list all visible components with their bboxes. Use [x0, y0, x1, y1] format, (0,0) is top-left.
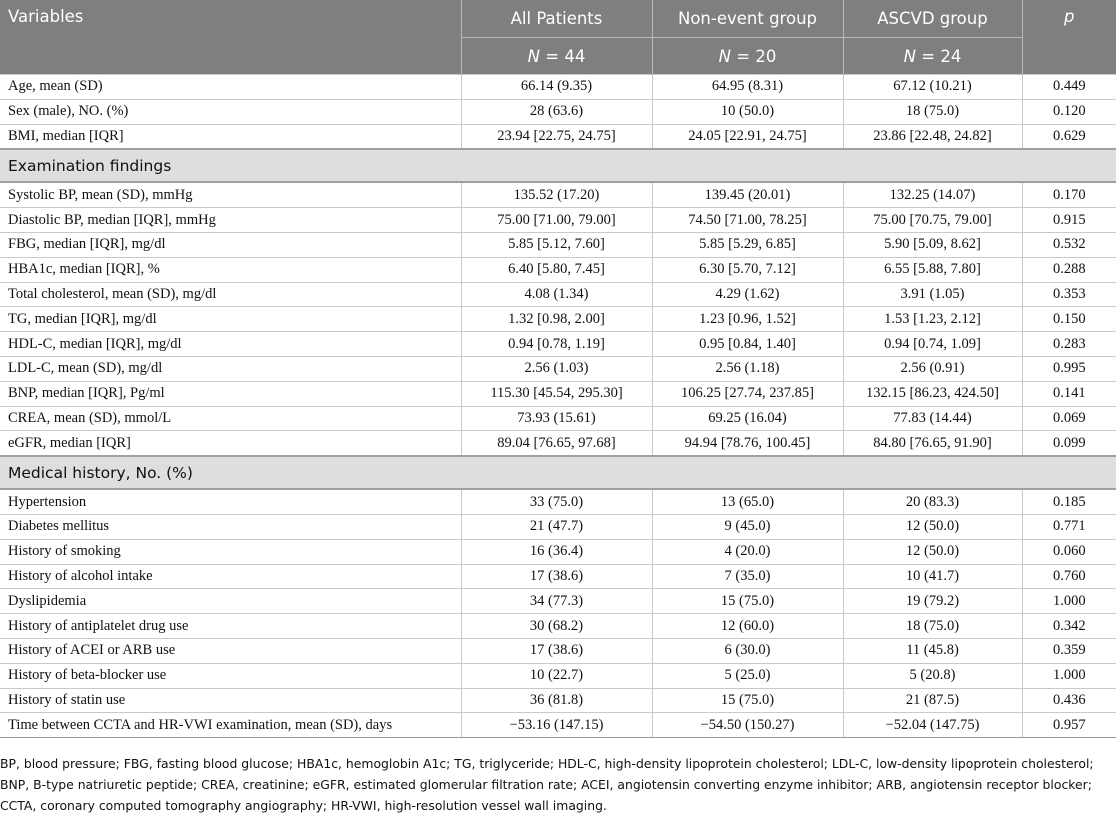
all-patients-value: 10 (22.7) [461, 663, 652, 688]
variable-label: CREA, mean (SD), mmol/L [0, 406, 461, 431]
table-row [0, 539, 1116, 564]
all-patients-value: 0.94 [0.78, 1.19] [461, 332, 652, 357]
n-symbol: N [527, 46, 540, 66]
p-value: 0.150 [1022, 307, 1116, 332]
variable-label: BMI, median [IQR] [0, 124, 461, 149]
p-value: 0.995 [1022, 356, 1116, 381]
ascvd-value: 1.53 [1.23, 2.12] [843, 307, 1022, 332]
table-row [0, 99, 1116, 124]
header-p-value: p [1022, 0, 1116, 75]
variable-label: eGFR, median [IQR] [0, 431, 461, 456]
all-patients-value: 36 (81.8) [461, 688, 652, 713]
ascvd-value: 75.00 [70.75, 79.00] [843, 208, 1022, 233]
table-row [0, 589, 1116, 614]
non-event-value: 6 (30.0) [652, 638, 843, 663]
header-n-ascvd [843, 38, 1022, 75]
p-value: 0.170 [1022, 182, 1116, 207]
ascvd-value: 12 (50.0) [843, 514, 1022, 539]
section-title: Examination findings [0, 149, 1116, 182]
non-event-value: 4 (20.0) [652, 539, 843, 564]
variable-label: Systolic BP, mean (SD), mmHg [0, 182, 461, 207]
table-row [0, 514, 1116, 539]
header-n-all [461, 38, 652, 75]
ascvd-value: 77.83 (14.44) [843, 406, 1022, 431]
ascvd-value: 84.80 [76.65, 91.90] [843, 431, 1022, 456]
non-event-value: 15 (75.0) [652, 688, 843, 713]
variable-label: Hypertension [0, 489, 461, 514]
n-value: = 20 [736, 46, 777, 66]
variable-label: History of antiplatelet drug use [0, 614, 461, 639]
variable-label: Dyslipidemia [0, 589, 461, 614]
all-patients-value: 66.14 (9.35) [461, 75, 652, 100]
all-patients-value: 135.52 (17.20) [461, 182, 652, 207]
ascvd-value: 5 (20.8) [843, 663, 1022, 688]
all-patients-value: 89.04 [76.65, 97.68] [461, 431, 652, 456]
ascvd-value: 2.56 (0.91) [843, 356, 1022, 381]
p-value: 0.099 [1022, 431, 1116, 456]
p-value: 0.915 [1022, 208, 1116, 233]
variable-label: History of smoking [0, 539, 461, 564]
ascvd-value: 21 (87.5) [843, 688, 1022, 713]
ascvd-value: 23.86 [22.48, 24.82] [843, 124, 1022, 149]
all-patients-value: 17 (38.6) [461, 564, 652, 589]
variable-label: Time between CCTA and HR-VWI examination, mean (SD), days [0, 713, 461, 738]
ascvd-value: 19 (79.2) [843, 589, 1022, 614]
p-value: 0.449 [1022, 75, 1116, 100]
all-patients-value: 23.94 [22.75, 24.75] [461, 124, 652, 149]
variable-label: HDL-C, median [IQR], mg/dl [0, 332, 461, 357]
all-patients-value: 17 (38.6) [461, 638, 652, 663]
ascvd-value: 6.55 [5.88, 7.80] [843, 257, 1022, 282]
table-row [0, 381, 1116, 406]
all-patients-value: 34 (77.3) [461, 589, 652, 614]
all-patients-value: 115.30 [45.54, 295.30] [461, 381, 652, 406]
all-patients-value: 30 (68.2) [461, 614, 652, 639]
p-value: 0.342 [1022, 614, 1116, 639]
all-patients-value: 2.56 (1.03) [461, 356, 652, 381]
table-row [0, 208, 1116, 233]
table-row [0, 564, 1116, 589]
variable-label: History of alcohol intake [0, 564, 461, 589]
n-symbol: N [903, 46, 916, 66]
variable-label: History of ACEI or ARB use [0, 638, 461, 663]
p-value: 0.353 [1022, 282, 1116, 307]
p-value: 0.283 [1022, 332, 1116, 357]
table-body [0, 75, 1116, 738]
p-value: 0.359 [1022, 638, 1116, 663]
non-event-value: 69.25 (16.04) [652, 406, 843, 431]
table-row [0, 282, 1116, 307]
all-patients-value: 73.93 (15.61) [461, 406, 652, 431]
table-footnote: BP, blood pressure; FBG, fasting blood glucose; HBA1c, hemoglobin A1c; TG, triglyceride; HDL-C, high-density lipoprotein cholesterol; LDL-C, low-density lipoprotein cholesterol; BNP, B-type natriuretic peptide; CREA, creatinine; eGFR, estimated glomerular filtration rate; ACEI, angiotensin converting enzyme inhibitor; ARB, angiotensin receptor blocker; CCTA, coronary computed tomography angiography; HR-VWI, high-resolution vessel wall imaging. [0, 756, 1094, 813]
variable-label: Sex (male), NO. (%) [0, 99, 461, 124]
all-patients-value: 6.40 [5.80, 7.45] [461, 257, 652, 282]
variable-label: Diastolic BP, median [IQR], mmHg [0, 208, 461, 233]
non-event-value: 13 (65.0) [652, 489, 843, 514]
header-non-event-group: Non-event group [652, 0, 843, 38]
p-value: 0.060 [1022, 539, 1116, 564]
non-event-value: 4.29 (1.62) [652, 282, 843, 307]
variable-label: TG, median [IQR], mg/dl [0, 307, 461, 332]
ascvd-value: 132.25 (14.07) [843, 182, 1022, 207]
table-row [0, 307, 1116, 332]
non-event-value: 7 (35.0) [652, 564, 843, 589]
p-value: 0.185 [1022, 489, 1116, 514]
header-ascvd-group: ASCVD group [843, 0, 1022, 38]
p-value: 0.069 [1022, 406, 1116, 431]
variable-label: History of statin use [0, 688, 461, 713]
all-patients-value: 33 (75.0) [461, 489, 652, 514]
section-title: Medical history, No. (%) [0, 456, 1116, 489]
ascvd-value: 18 (75.0) [843, 99, 1022, 124]
section-medical-history [0, 456, 1116, 489]
non-event-value: 5.85 [5.29, 6.85] [652, 232, 843, 257]
table-row [0, 406, 1116, 431]
all-patients-value: 16 (36.4) [461, 539, 652, 564]
non-event-value: 0.95 [0.84, 1.40] [652, 332, 843, 357]
all-patients-value: 28 (63.6) [461, 99, 652, 124]
table-row [0, 688, 1116, 713]
non-event-value: 6.30 [5.70, 7.12] [652, 257, 843, 282]
ascvd-value: 20 (83.3) [843, 489, 1022, 514]
section-examination-findings [0, 149, 1116, 182]
non-event-value: 106.25 [27.74, 237.85] [652, 381, 843, 406]
ascvd-value: 12 (50.0) [843, 539, 1022, 564]
header-n-non-event [652, 38, 843, 75]
p-value: 0.760 [1022, 564, 1116, 589]
p-value: 0.120 [1022, 99, 1116, 124]
p-value: 0.532 [1022, 232, 1116, 257]
ascvd-value: 10 (41.7) [843, 564, 1022, 589]
table-row [0, 663, 1116, 688]
ascvd-value: 11 (45.8) [843, 638, 1022, 663]
all-patients-value: −53.16 (147.15) [461, 713, 652, 738]
non-event-value: −54.50 (150.27) [652, 713, 843, 738]
n-value: = 44 [545, 46, 586, 66]
p-value: 0.771 [1022, 514, 1116, 539]
non-event-value: 139.45 (20.01) [652, 182, 843, 207]
header-all-patients: All Patients [461, 0, 652, 38]
non-event-value: 94.94 [78.76, 100.45] [652, 431, 843, 456]
all-patients-value: 1.32 [0.98, 2.00] [461, 307, 652, 332]
non-event-value: 74.50 [71.00, 78.25] [652, 208, 843, 233]
variable-label: Total cholesterol, mean (SD), mg/dl [0, 282, 461, 307]
all-patients-value: 21 (47.7) [461, 514, 652, 539]
ascvd-value: 67.12 (10.21) [843, 75, 1022, 100]
p-value: 0.957 [1022, 713, 1116, 738]
ascvd-value: −52.04 (147.75) [843, 713, 1022, 738]
table-row [0, 356, 1116, 381]
p-value: 0.141 [1022, 381, 1116, 406]
header-variables: Variables [0, 0, 461, 75]
non-event-value: 9 (45.0) [652, 514, 843, 539]
p-value: 0.629 [1022, 124, 1116, 149]
non-event-value: 5 (25.0) [652, 663, 843, 688]
all-patients-value: 75.00 [71.00, 79.00] [461, 208, 652, 233]
non-event-value: 10 (50.0) [652, 99, 843, 124]
non-event-value: 2.56 (1.18) [652, 356, 843, 381]
non-event-value: 12 (60.0) [652, 614, 843, 639]
table-row [0, 713, 1116, 738]
table-row [0, 431, 1116, 456]
variable-label: History of beta-blocker use [0, 663, 461, 688]
p-value: 1.000 [1022, 663, 1116, 688]
table-row [0, 182, 1116, 207]
all-patients-value: 5.85 [5.12, 7.60] [461, 232, 652, 257]
variable-label: Diabetes mellitus [0, 514, 461, 539]
non-event-value: 24.05 [22.91, 24.75] [652, 124, 843, 149]
n-symbol: N [718, 46, 731, 66]
non-event-value: 15 (75.0) [652, 589, 843, 614]
variable-label: FBG, median [IQR], mg/dl [0, 232, 461, 257]
variable-label: LDL-C, mean (SD), mg/dl [0, 356, 461, 381]
table-header [0, 0, 1116, 75]
variable-label: Age, mean (SD) [0, 75, 461, 100]
non-event-value: 1.23 [0.96, 1.52] [652, 307, 843, 332]
p-value: 0.288 [1022, 257, 1116, 282]
table-row [0, 232, 1116, 257]
table-row [0, 638, 1116, 663]
table-row [0, 614, 1116, 639]
variable-label: HBA1c, median [IQR], % [0, 257, 461, 282]
ascvd-value: 5.90 [5.09, 8.62] [843, 232, 1022, 257]
ascvd-value: 3.91 (1.05) [843, 282, 1022, 307]
non-event-value: 64.95 (8.31) [652, 75, 843, 100]
table-row [0, 489, 1116, 514]
table-row [0, 332, 1116, 357]
p-value: 0.436 [1022, 688, 1116, 713]
ascvd-value: 0.94 [0.74, 1.09] [843, 332, 1022, 357]
ascvd-value: 18 (75.0) [843, 614, 1022, 639]
all-patients-value: 4.08 (1.34) [461, 282, 652, 307]
table-row [0, 75, 1116, 100]
ascvd-value: 132.15 [86.23, 424.50] [843, 381, 1022, 406]
variable-label: BNP, median [IQR], Pg/ml [0, 381, 461, 406]
table-row [0, 257, 1116, 282]
table-row [0, 124, 1116, 149]
n-value: = 24 [921, 46, 962, 66]
p-value: 1.000 [1022, 589, 1116, 614]
